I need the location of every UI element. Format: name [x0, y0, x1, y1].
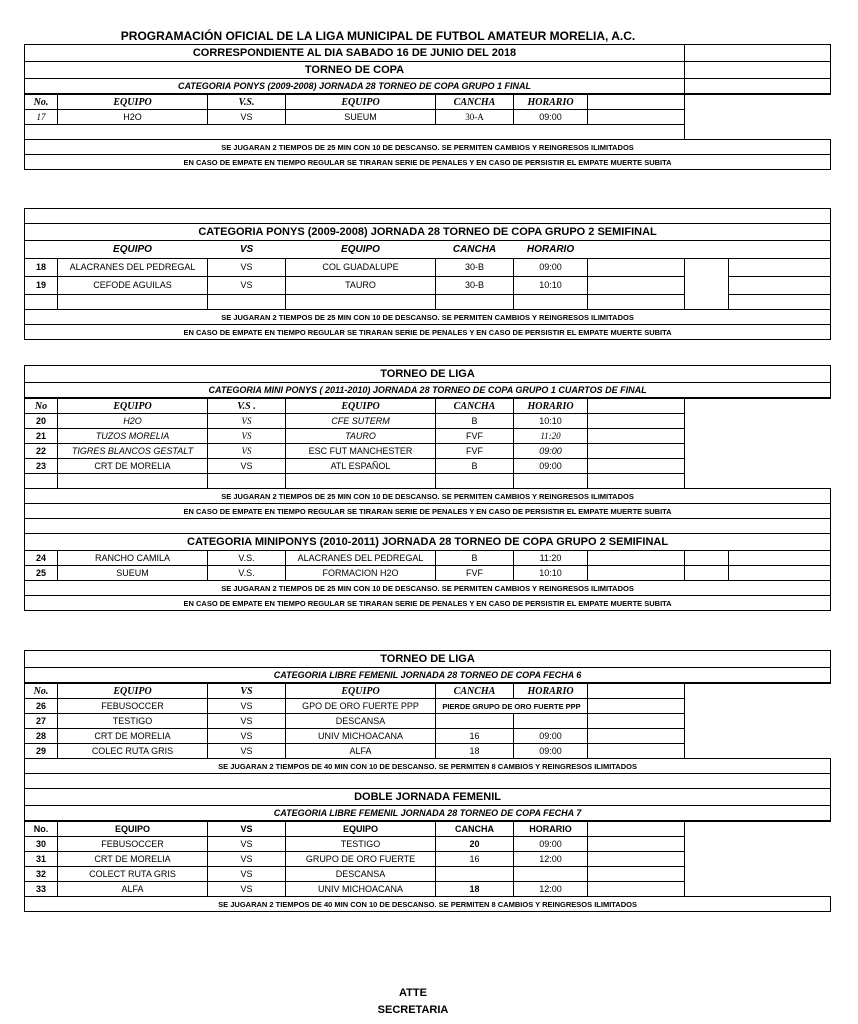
forfeit-note: PIERDE GRUPO DE ORO FUERTE PPP [436, 699, 588, 714]
table-row: 17 H2O VS SUEUM 30-A 09:00 [25, 110, 831, 125]
header-no: No. [25, 821, 58, 837]
tie-rule-text: EN CASO DE EMPATE EN TIEMPO REGULAR SE TIRARAN SERIE DE PENALES Y EN CASO DE PERSISTIR EL EMPATE MUERTE SUBITA [25, 504, 831, 519]
header-vs: V.S. [208, 94, 286, 110]
header-equipo: EQUIPO [58, 683, 208, 699]
table-row: 26 FEBUSOCCER VS GPO DE ORO FUERTE PPP PIERDE GRUPO DE ORO FUERTE PPP [25, 699, 831, 714]
signature-atte: ATTE [399, 987, 427, 999]
header-horario: HORARIO [514, 241, 588, 259]
header-equipo: EQUIPO [58, 821, 208, 837]
header-horario: HORARIO [514, 94, 588, 110]
table-row: 33 ALFA VS UNIV MICHOACANA 18 12:00 [25, 882, 831, 897]
table-row: 27 TESTIGO VS DESCANSA [25, 714, 831, 729]
category-title: CATEGORIA PONYS (2009-2008) JORNADA 28 TORNEO DE COPA GRUPO 1 FINAL [25, 79, 685, 95]
tie-rule-text: EN CASO DE EMPATE EN TIEMPO REGULAR SE TIRARAN SERIE DE PENALES Y EN CASO DE PERSISTIR EL EMPATE MUERTE SUBITA [25, 325, 831, 340]
page-title: PROGRAMACIÓN OFICIAL DE LA LIGA MUNICIPAL DE FUTBOL AMATEUR MORELIA, A.C. [120, 29, 636, 43]
header-cancha: CANCHA [436, 241, 514, 259]
block-ponys-grupo1 [24, 44, 831, 170]
table-row: 30 FEBUSOCCER VS TESTIGO 20 09:00 [25, 837, 831, 852]
header-no: No. [25, 94, 58, 110]
category-title: CATEGORIA MINI PONYS ( 2011-2010) JORNADA 28 TORNEO DE COPA GRUPO 1 CUARTOS DE FINAL [25, 383, 831, 399]
header-vs: VS [208, 683, 286, 699]
header-horario: HORARIO [514, 683, 588, 699]
block-libre-femenil [24, 650, 831, 912]
rule-text: SE JUGARAN 2 TIEMPOS DE 25 MIN CON 10 DE DESCANSO. SE PERMITEN CAMBIOS Y REINGRESOS ILIMITADOS [25, 489, 831, 504]
header-equipo: EQUIPO [286, 241, 436, 259]
table-row: 18 ALACRANES DEL PEDREGAL VS COL GUADALUPE 30-B 09:00 [25, 259, 831, 277]
header-no: No. [25, 683, 58, 699]
block-ponys-grupo2 [24, 208, 831, 340]
table-row: 21 TUZOS MORELIA VS TAURO FVF 11:20 [25, 429, 831, 444]
header-vs: V.S . [208, 398, 286, 414]
table-row: 20 H2O VS CFE SUTERM B 10:10 [25, 414, 831, 429]
rule-text: SE JUGARAN 2 TIEMPOS DE 40 MIN CON 10 DE DESCANSO. SE PERMITEN 8 CAMBIOS Y REINGRESOS ILIMITADOS [25, 897, 831, 912]
header-equipo: EQUIPO [286, 94, 436, 110]
table-row: 22 TIGRES BLANCOS GESTALT VS ESC FUT MANCHESTER FVF 09:00 [25, 444, 831, 459]
tie-rule-text: EN CASO DE EMPATE EN TIEMPO REGULAR SE TIRARAN SERIE DE PENALES Y EN CASO DE PERSISTIR EL EMPATE MUERTE SUBITA [25, 596, 831, 611]
table-row: 31 CRT DE MORELIA VS GRUPO DE ORO FUERTE 16 12:00 [25, 852, 831, 867]
table-row: 24 RANCHO CAMILA V.S. ALACRANES DEL PEDREGAL B 11:20 [25, 551, 831, 566]
header-equipo: EQUIPO [58, 241, 208, 259]
table-row: 29 COLEC RUTA GRIS VS ALFA 18 09:00 [25, 744, 831, 759]
header-no: No [25, 398, 58, 414]
table-row: 32 COLECT RUTA GRIS VS DESCANSA [25, 867, 831, 882]
header-equipo: EQUIPO [286, 398, 436, 414]
header-equipo: EQUIPO [58, 94, 208, 110]
doble-jornada-title: DOBLE JORNADA FEMENIL [25, 789, 831, 806]
rule-text: SE JUGARAN 2 TIEMPOS DE 25 MIN CON 10 DE DESCANSO. SE PERMITEN CAMBIOS Y REINGRESOS ILIMITADOS [25, 140, 831, 155]
table-row: 25 SUEUM V.S. FORMACION H2O FVF 10:10 [25, 566, 831, 581]
category-title: CATEGORIA MINIPONYS (2010-2011) JORNADA 28 TORNEO DE COPA GRUPO 2 SEMIFINAL [25, 534, 831, 551]
header-vs: VS [208, 821, 286, 837]
header-vs: VS [208, 241, 286, 259]
category-title: CATEGORIA LIBRE FEMENIL JORNADA 28 TORNEO DE COPA FECHA 7 [25, 806, 831, 822]
category-title: CATEGORIA PONYS (2009-2008) JORNADA 28 TORNEO DE COPA GRUPO 2 SEMIFINAL [25, 224, 831, 241]
date-line: CORRESPONDIENTE AL DIA SABADO 16 DE JUNIO DEL 2018 [25, 45, 685, 62]
signature-role: SECRETARIA [377, 1004, 449, 1016]
torneo-copa-title: TORNEO DE COPA [25, 62, 685, 79]
header-cancha: CANCHA [436, 821, 514, 837]
header-horario: HORARIO [514, 821, 588, 837]
torneo-liga-title: TORNEO DE LIGA [25, 651, 831, 668]
category-title: CATEGORIA LIBRE FEMENIL JORNADA 28 TORNEO DE COPA FECHA 6 [25, 668, 831, 684]
header-cancha: CANCHA [436, 94, 514, 110]
rule-text: SE JUGARAN 2 TIEMPOS DE 40 MIN CON 10 DE DESCANSO. SE PERMITEN 8 CAMBIOS Y REINGRESOS ILIMITADOS [25, 759, 831, 774]
header-cancha: CANCHA [436, 683, 514, 699]
table-row: 28 CRT DE MORELIA VS UNIV MICHOACANA 16 09:00 [25, 729, 831, 744]
torneo-liga-title: TORNEO DE LIGA [25, 366, 831, 383]
header-cancha: CANCHA [436, 398, 514, 414]
tie-rule-text: EN CASO DE EMPATE EN TIEMPO REGULAR SE TIRARAN SERIE DE PENALES Y EN CASO DE PERSISTIR EL EMPATE MUERTE SUBITA [25, 155, 831, 170]
rule-text: SE JUGARAN 2 TIEMPOS DE 25 MIN CON 10 DE DESCANSO. SE PERMITEN CAMBIOS Y REINGRESOS ILIMITADOS [25, 310, 831, 325]
table-row: 19 CEFODE AGUILAS VS TAURO 30-B 10:10 [25, 277, 831, 295]
header-equipo: EQUIPO [58, 398, 208, 414]
header-equipo: EQUIPO [286, 821, 436, 837]
header-horario: HORARIO [514, 398, 588, 414]
header-equipo: EQUIPO [286, 683, 436, 699]
table-row: 23 CRT DE MORELIA VS ATL ESPAÑOL B 09:00 [25, 459, 831, 474]
block-mini-ponys [24, 365, 831, 611]
rule-text: SE JUGARAN 2 TIEMPOS DE 25 MIN CON 10 DE DESCANSO. SE PERMITEN CAMBIOS Y REINGRESOS ILIMITADOS [25, 581, 831, 596]
